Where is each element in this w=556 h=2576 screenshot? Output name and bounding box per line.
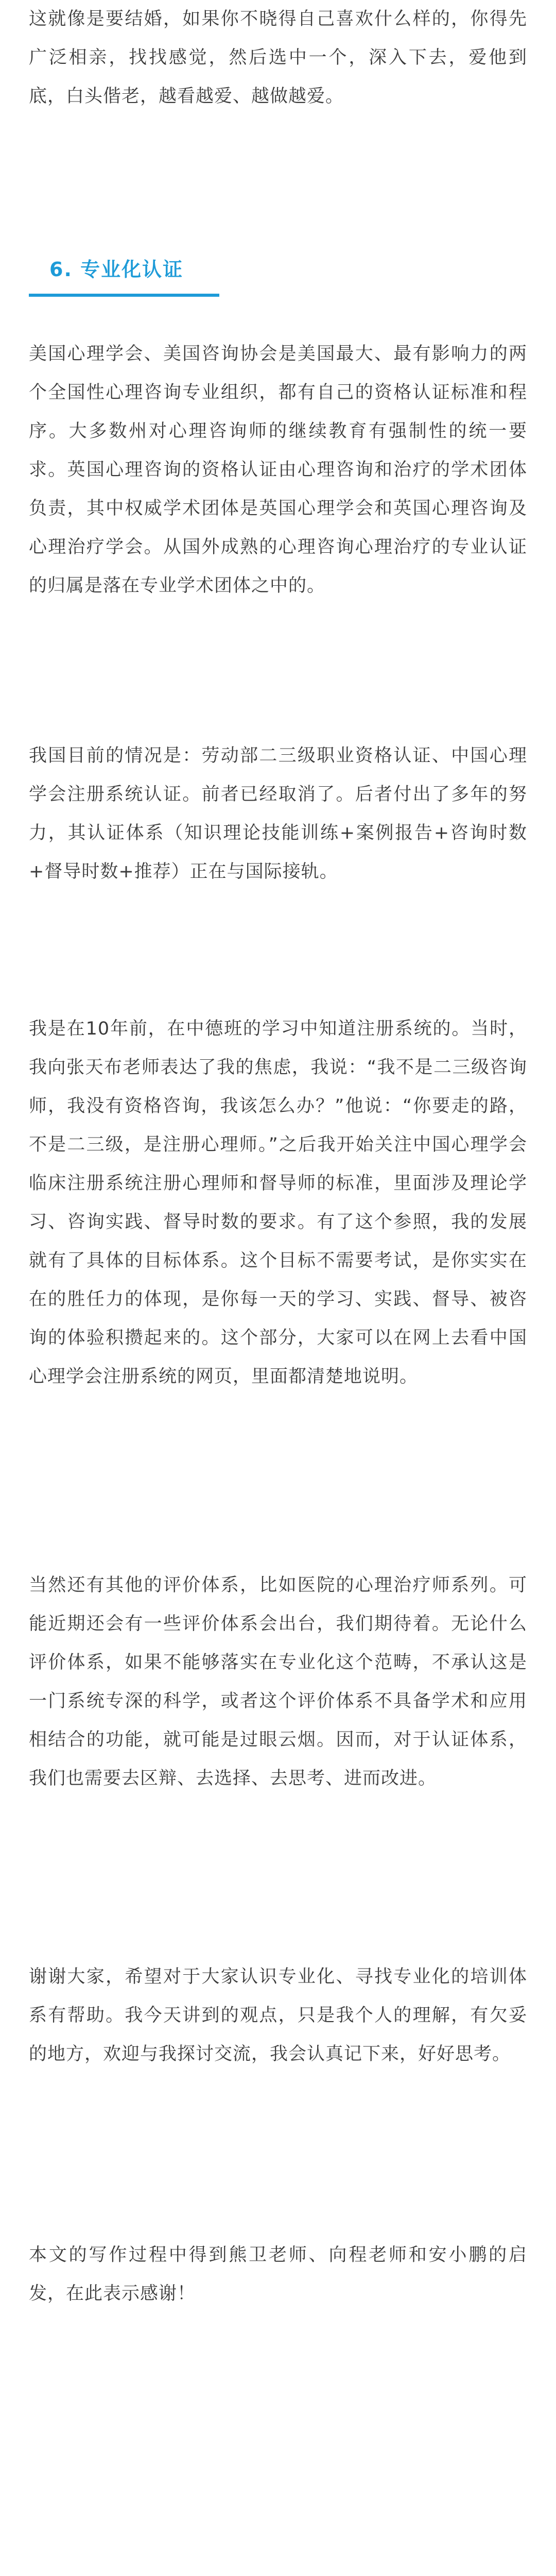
paragraph-thanks: 谢谢大家，希望对于大家认识专业化、寻找专业化的培训体系有帮助。我今天讲到的观点，只是我个人的理解，有欠妥的地方，欢迎与我探讨交流，我会认真记下来，好好思考。 <box>29 1967 527 2064</box>
section-heading <box>29 242 527 304</box>
paragraph-foreign-certification: 美国心理学会、美国咨询协会是美国最大、最有影响力的两个全国性心理咨询专业组织，都有自己的资格认证标准和程序。大多数州对心理咨询师的继续教育有强制性的统一要求。英国心理咨询的资格认证由心理咨询和治疗的学术团体负责，其中权威学术团体是英国心理学会和英国心理咨询及心理治疗学会。从国外成熟的心理咨询心理治疗的专业认证的归属是落在专业学术团体之中的。 <box>29 344 527 596</box>
paragraph-intro: 这就像是要结婚，如果你不晓得自己喜欢什么样的，你得先广泛相亲，找找感觉，然后选中一个，深入下去，爱他到底，白头偕老，越看越爱、越做越爱。 <box>29 9 527 107</box>
paragraph-china-situation: 我国目前的情况是：劳动部二三级职业资格认证、中国心理学会注册系统认证。前者已经取消了。后者付出了多年的努力，其认证体系（知识理论技能训练+案例报告+咨询时数+督导时数+推荐）正在与国际接轨。 <box>29 745 527 882</box>
paragraph-acknowledgement: 本文的写作过程中得到熊卫老师、向程老师和安小鹏的启发，在此表示感谢！ <box>29 2245 527 2304</box>
section-heading-text: 6. 专业化认证 <box>49 258 184 281</box>
paragraph-other-systems: 当然还有其他的评价体系，比如医院的心理治疗师系列。可能近期还会有一些评价体系会出台，我们期待着。无论什么评价体系，如果不能够落实在专业化这个范畴，不承认这是一门系统专深的科学，或者这个评价体系不具备学术和应用相结合的功能，就可能是过眼云烟。因而，对于认证体系，我们也需要去区辩、去选择、去思考、进而改进。 <box>29 1575 527 1789</box>
paragraph-personal-story: 我是在10年前，在中德班的学习中知道注册系统的。当时，我向张天布老师表达了我的焦虑，我说：“我不是二三级咨询师，我没有资格咨询，我该怎么办？”他说：“你要走的路，不是二三级，是注册心理师。”之后我开始关注中国心理学会临床注册系统注册心理师和督导师的标准，里面涉及理论学习、咨询实践、督导时数的要求。有了这个参照，我的发展就有了具体的目标体系。这个目标不需要考试，是你实实在在的胜任力的体现，是你每一天的学习、实践、督导、被咨询的体验积攒起来的。这个部分，大家可以在网上去看中国心理学会注册系统的网页，里面都清楚地说明。 <box>29 1019 527 1387</box>
